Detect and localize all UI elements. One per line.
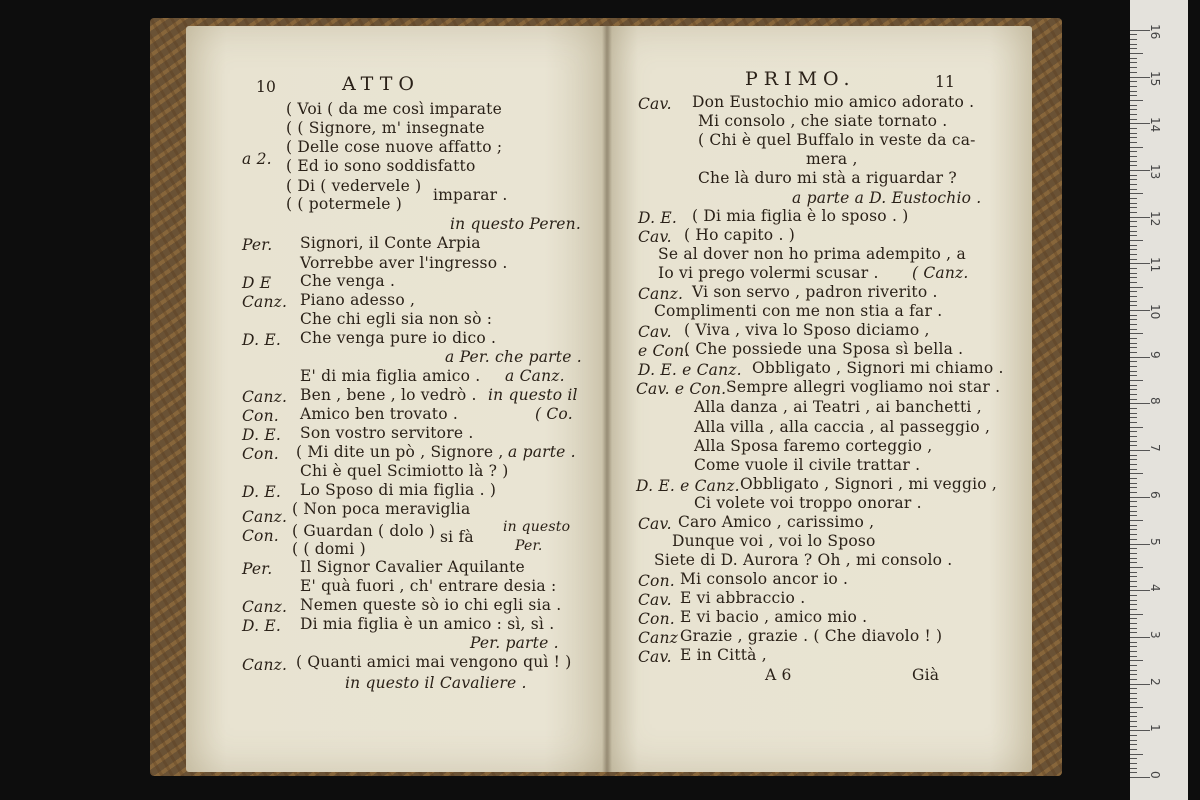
ruler-tick [1130, 81, 1137, 82]
text-line: ( Quanti amici mai vengono quì ! ) [296, 653, 572, 671]
ruler-label: 15 [1148, 70, 1162, 86]
ruler-tick [1130, 240, 1143, 241]
ruler-tick [1130, 263, 1150, 264]
text-line: Alla Sposa faremo corteggio , [694, 437, 933, 455]
ruler-tick [1130, 763, 1137, 764]
ruler-tick [1130, 529, 1137, 530]
ruler-label: 10 [1148, 304, 1162, 320]
ruler-tick [1130, 646, 1137, 647]
ruler-tick [1130, 212, 1137, 213]
ruler-tick [1130, 371, 1137, 372]
ruler-tick [1130, 375, 1137, 376]
stage-direction: Per. parte . [470, 634, 559, 652]
ruler-tick [1130, 133, 1137, 134]
text-line: ( Voi ( da me così imparate [286, 100, 502, 118]
ruler-tick [1130, 716, 1137, 717]
ruler-tick [1130, 674, 1137, 675]
ruler-tick [1130, 324, 1137, 325]
speaker-label: e Con. [638, 342, 690, 360]
left-page-header: ATTO [342, 73, 420, 95]
ruler-tick [1130, 679, 1137, 680]
ruler-tick [1130, 249, 1137, 250]
text-line: E vi bacio , amico mio . [680, 608, 868, 626]
stage-direction: in questo Peren. [450, 215, 581, 233]
ruler-tick [1130, 315, 1137, 316]
ruler-tick [1130, 44, 1137, 45]
ruler-tick [1130, 67, 1137, 68]
ruler-tick [1130, 445, 1137, 446]
ruler-tick [1130, 637, 1150, 638]
text-line: Complimenti con me non stia a far . [654, 302, 943, 320]
ruler-label: 6 [1148, 490, 1162, 499]
ruler-tick [1130, 520, 1143, 521]
ruler-tick [1130, 609, 1137, 610]
ruler-tick [1130, 408, 1137, 409]
ruler-tick [1130, 245, 1137, 246]
ruler-tick [1130, 586, 1137, 587]
text-line: ( Ho capito . ) [684, 226, 795, 244]
stage-direction: Per. [515, 538, 543, 554]
ruler-tick [1130, 730, 1150, 731]
ruler-tick [1130, 473, 1143, 474]
text-line: Ben , bene , lo vedrò . [300, 386, 477, 404]
text-line: Mi consolo , che siate tornato . [698, 112, 948, 130]
ruler-label: 12 [1148, 210, 1162, 226]
ruler-tick [1130, 268, 1137, 269]
ruler-tick [1130, 604, 1137, 605]
ruler-tick [1130, 62, 1137, 63]
speaker-label: Canz. [242, 598, 288, 616]
ruler-tick [1130, 768, 1137, 769]
text-line: ( Che possiede una Sposa sì bella . [684, 340, 964, 358]
speaker-label: Per. [242, 560, 273, 578]
speaker-label: Con. [638, 610, 675, 628]
ruler-tick [1130, 34, 1137, 35]
text-line: ( ( domi ) [292, 540, 366, 558]
ruler-tick [1130, 329, 1137, 330]
ruler-tick [1130, 707, 1143, 708]
text-line: Vorrebbe aver l'ingresso . [300, 254, 508, 272]
speaker-label: D. E. [638, 209, 677, 227]
ruler-tick [1130, 193, 1143, 194]
text-line: Alla villa , alla caccia , al passeggio , [694, 418, 991, 436]
right-page-number: 11 [935, 73, 956, 91]
speaker-label: Canz. [242, 293, 288, 311]
text-line: ( Viva , viva lo Sposo diciamo , [684, 321, 930, 339]
ruler-tick [1130, 595, 1137, 596]
ruler-tick [1130, 455, 1137, 456]
ruler-tick [1130, 137, 1137, 138]
ruler-tick [1130, 226, 1137, 227]
ruler-tick [1130, 338, 1137, 339]
ruler-tick [1130, 670, 1137, 671]
text-line: Che venga . [300, 272, 396, 290]
ruler-label: 16 [1148, 23, 1162, 40]
stage-direction: a Per. che parte . [445, 348, 582, 366]
ruler-label: 4 [1148, 584, 1162, 592]
ruler-tick [1130, 333, 1143, 334]
ruler-tick [1130, 702, 1137, 703]
ruler-tick [1130, 698, 1137, 699]
speaker-label: Con. [242, 445, 279, 463]
text-line: Siete di D. Aurora ? Oh , mi consolo . [654, 551, 953, 569]
ruler-label: 11 [1148, 257, 1162, 273]
text-line: Vi son servo , padron riverito . [692, 283, 938, 301]
speaker-label: Canz. [242, 656, 288, 674]
stage-direction: in questo il [488, 386, 578, 404]
ruler-tick [1130, 385, 1137, 386]
text-line: Che chi egli sia non sò : [300, 310, 493, 328]
ruler-tick [1130, 282, 1137, 283]
ruler-tick [1130, 273, 1137, 274]
ruler-tick [1130, 53, 1143, 54]
ruler-tick [1130, 758, 1137, 759]
stage-direction: a parte a D. Eustochio . [792, 189, 982, 207]
speaker-label: Canz. [638, 285, 684, 303]
speaker-label: D. E. [242, 426, 281, 444]
speaker-label: Cav. [638, 515, 672, 533]
ruler-tick [1130, 427, 1143, 428]
text-line: ( Mi dite un pò , Signore , [296, 443, 504, 461]
ruler-tick [1130, 48, 1137, 49]
text-line: Come vuole il civile trattar . [694, 456, 921, 474]
speaker-label: Cav. e Con. [636, 380, 727, 398]
text-line: Ci volete voi troppo onorar . [694, 494, 922, 512]
ruler-label: 2 [1148, 677, 1162, 686]
text-line: ( Di mia figlia è lo sposo . ) [692, 207, 909, 225]
text-line: ( Chi è quel Buffalo in veste da ca- [698, 131, 976, 149]
ruler-tick [1130, 651, 1137, 652]
ruler-tick [1130, 58, 1137, 59]
ruler-tick [1130, 147, 1143, 148]
text-line: Nemen queste sò io chi egli sia . [300, 596, 562, 614]
ruler-tick [1130, 366, 1137, 367]
ruler-tick [1130, 656, 1137, 657]
ruler-tick [1130, 287, 1143, 288]
ruler-tick [1130, 277, 1137, 278]
ruler-label: 8 [1148, 397, 1162, 406]
ruler-tick [1130, 618, 1137, 619]
ruler-tick [1130, 422, 1137, 423]
left-page-number: 10 [256, 78, 277, 96]
speaker-label: a 2. [242, 150, 272, 168]
text-line: Se al dover non ho prima adempito , a [658, 245, 966, 263]
ruler-tick [1130, 86, 1137, 87]
ruler-tick [1130, 558, 1137, 559]
ruler-tick [1130, 665, 1137, 666]
ruler-tick [1130, 688, 1137, 689]
ruler-tick [1130, 291, 1137, 292]
ruler-tick [1130, 511, 1137, 512]
ruler-tick [1130, 642, 1137, 643]
text-line: Dunque voi , voi lo Sposo [672, 532, 876, 550]
ruler-tick [1130, 109, 1137, 110]
ruler-tick [1130, 343, 1137, 344]
text-line: Signori, il Conte Arpia [300, 234, 481, 252]
stage-direction: a parte . [508, 443, 576, 461]
text-line: Amico ben trovato . [300, 405, 458, 423]
ruler-tick [1130, 105, 1137, 106]
signature-mark: A 6 [765, 666, 792, 684]
ruler-label: 3 [1148, 630, 1162, 639]
text-line: Obbligato , Signori mi chiamo . [752, 359, 1004, 377]
ruler-tick [1130, 735, 1137, 736]
text-line: mera , [806, 150, 858, 168]
ruler-tick [1130, 772, 1137, 773]
ruler-tick [1130, 441, 1137, 442]
text-line: Il Signor Cavalier Aquilante [300, 558, 525, 576]
ruler-tick [1130, 156, 1137, 157]
ruler-tick [1130, 403, 1150, 404]
ruler-tick [1130, 394, 1137, 395]
ruler-tick [1130, 235, 1137, 236]
ruler-label: 1 [1148, 724, 1162, 732]
speaker-label: Canz. [242, 508, 288, 526]
speaker-label: Cav. [638, 228, 672, 246]
ruler-tick [1130, 123, 1150, 124]
ruler-tick [1130, 450, 1150, 451]
ruler-tick [1130, 562, 1137, 563]
ruler-tick [1130, 478, 1137, 479]
ruler-tick [1130, 310, 1150, 311]
ruler-tick [1130, 614, 1143, 615]
ruler-tick [1130, 207, 1137, 208]
ruler-tick [1130, 254, 1137, 255]
ruler-tick [1130, 184, 1137, 185]
text-line: Grazie , grazie . ( Che diavolo ! ) [680, 627, 943, 645]
speaker-label: Con. [242, 407, 279, 425]
ruler-tick [1130, 754, 1143, 755]
text-line: E vi abbraccio . [680, 589, 806, 607]
ruler-label: 9 [1148, 350, 1162, 359]
text-line: Lo Sposo di mia figlia . ) [300, 481, 497, 499]
ruler-tick [1130, 525, 1137, 526]
ruler-tick [1130, 576, 1137, 577]
ruler-tick [1130, 189, 1137, 190]
speaker-label: D. E. [242, 617, 281, 635]
text-line: ( Guardan ( dolo ) [292, 522, 436, 540]
speaker-label: D. E. e Canz. [638, 361, 742, 379]
ruler-label: 13 [1148, 163, 1162, 180]
text-line: Alla danza , ai Teatri , ai banchetti , [694, 398, 982, 416]
text-line: Mi consolo ancor io . [680, 570, 849, 588]
ruler-tick [1130, 628, 1137, 629]
ruler-tick [1130, 389, 1137, 390]
text-line: ( Di ( vedervele ) [286, 177, 422, 195]
measuring-ruler [1130, 0, 1188, 800]
ruler-tick [1130, 544, 1150, 545]
ruler-tick [1130, 497, 1150, 498]
speaker-label: D. E. [242, 331, 281, 349]
ruler-tick [1130, 231, 1137, 232]
ruler-tick [1130, 319, 1137, 320]
ruler-tick [1130, 548, 1137, 549]
ruler-tick [1130, 469, 1137, 470]
ruler-tick [1130, 221, 1137, 222]
ruler-tick [1130, 399, 1137, 400]
ruler-tick [1130, 777, 1150, 778]
speaker-label: Cav. [638, 648, 672, 666]
book-gutter [602, 26, 612, 772]
ruler-tick [1130, 413, 1137, 414]
text-line: Che là duro mi stà a riguardar ? [698, 169, 957, 187]
ruler-tick [1130, 217, 1150, 218]
speaker-label: Cav. [638, 95, 672, 113]
ruler-tick [1130, 100, 1143, 101]
ruler-tick [1130, 590, 1150, 591]
ruler-tick [1130, 623, 1137, 624]
speaker-label: Cav. [638, 591, 672, 609]
text-line: si fà [440, 528, 474, 546]
text-line: ( ( Signore, m' insegnate [286, 119, 485, 137]
stage-direction: ( Co. [535, 405, 573, 423]
ruler-tick [1130, 95, 1137, 96]
text-line: Obbligato , Signori , mi veggio , [740, 475, 998, 493]
text-line: Don Eustochio mio amico adorato . [692, 93, 975, 111]
text-line: E in Città , [680, 646, 767, 664]
ruler-tick [1130, 534, 1137, 535]
ruler-tick [1130, 380, 1143, 381]
ruler-tick [1130, 539, 1137, 540]
ruler-tick [1130, 501, 1137, 502]
right-page-header: PRIMO. [745, 68, 856, 90]
stage-direction: a Canz. [505, 367, 565, 385]
ruler-tick [1130, 30, 1150, 31]
ruler-tick [1130, 581, 1137, 582]
ruler-tick [1130, 175, 1137, 176]
ruler-label: 0 [1148, 771, 1162, 779]
ruler-tick [1130, 259, 1137, 260]
text-line: ( Delle cose nuove affatto ; [286, 138, 503, 156]
ruler-tick [1130, 436, 1137, 437]
ruler-tick [1130, 347, 1137, 348]
ruler-label: 5 [1148, 537, 1162, 546]
ruler-tick [1130, 492, 1137, 493]
stage-direction: in questo il Cavaliere . [345, 674, 527, 692]
speaker-label: Con. [242, 527, 279, 545]
ruler-tick [1130, 128, 1137, 129]
text-line: Piano adesso , [300, 291, 416, 309]
speaker-label: Per. [242, 236, 273, 254]
ruler-tick [1130, 119, 1137, 120]
ruler-tick [1130, 114, 1137, 115]
ruler-tick [1130, 72, 1137, 73]
ruler-label: 14 [1148, 117, 1162, 133]
text-line: E' quà fuori , ch' entrare desia : [300, 577, 557, 595]
ruler-tick [1130, 693, 1137, 694]
ruler-tick [1130, 77, 1150, 78]
ruler-tick [1130, 660, 1143, 661]
ruler-tick [1130, 91, 1137, 92]
ruler-tick [1130, 142, 1137, 143]
ruler-tick [1130, 749, 1137, 750]
catchword: Già [912, 666, 940, 684]
ruler-tick [1130, 712, 1137, 713]
ruler-tick [1130, 431, 1137, 432]
ruler-tick [1130, 357, 1150, 358]
ruler-tick [1130, 301, 1137, 302]
ruler-tick [1130, 744, 1137, 745]
ruler-tick [1130, 352, 1137, 353]
speaker-label: D E [242, 274, 272, 292]
text-line: Io vi prego volermi scusar . [658, 264, 879, 282]
speaker-label: D. E. e Canz. [636, 477, 740, 495]
ruler-tick [1130, 632, 1137, 633]
text-line: ( Non poca meraviglia [292, 500, 471, 518]
speaker-label: Canz. [242, 388, 288, 406]
ruler-tick [1130, 39, 1137, 40]
speaker-label: D. E. [242, 483, 281, 501]
ruler-tick [1130, 487, 1137, 488]
ruler-tick [1130, 600, 1137, 601]
speaker-label: Con. [638, 572, 675, 590]
ruler-tick [1130, 296, 1137, 297]
stage-direction: in questo [503, 519, 571, 535]
stage-direction: ( Canz. [912, 264, 969, 282]
ruler-tick [1130, 203, 1137, 204]
ruler-tick [1130, 459, 1137, 460]
text-line: imparar . [433, 186, 508, 204]
text-line: Chi è quel Scimiotto là ? ) [300, 462, 509, 480]
ruler-tick [1130, 506, 1137, 507]
ruler-label: 7 [1148, 444, 1162, 452]
ruler-tick [1130, 515, 1137, 516]
ruler-tick [1130, 684, 1150, 685]
text-line: Sempre allegri vogliamo noi star . [726, 378, 1001, 396]
text-line: Caro Amico , carissimo , [678, 513, 875, 531]
ruler-tick [1130, 361, 1137, 362]
text-line: E' di mia figlia amico . [300, 367, 481, 385]
ruler-tick [1130, 179, 1137, 180]
text-line: Son vostro servitore . [300, 424, 474, 442]
text-line: Di mia figlia è un amico : sì, sì . [300, 615, 555, 633]
ruler-tick [1130, 305, 1137, 306]
text-line: ( Ed io sono soddisfatto [286, 157, 476, 175]
ruler-tick [1130, 740, 1137, 741]
text-line: Che venga pure io dico . [300, 329, 497, 347]
ruler-tick [1130, 567, 1143, 568]
ruler-tick [1130, 726, 1137, 727]
ruler-tick [1130, 417, 1137, 418]
ruler-tick [1130, 151, 1137, 152]
speaker-label: Canz [638, 629, 679, 647]
text-line: ( ( potermele ) [286, 195, 402, 213]
ruler-tick [1130, 161, 1137, 162]
ruler-tick [1130, 483, 1137, 484]
ruler-tick [1130, 198, 1137, 199]
ruler-tick [1130, 721, 1137, 722]
ruler-tick [1130, 165, 1137, 166]
ruler-tick [1130, 572, 1137, 573]
ruler-tick [1130, 553, 1137, 554]
ruler-tick [1130, 464, 1137, 465]
ruler-tick [1130, 170, 1150, 171]
speaker-label: Cav. [638, 323, 672, 341]
